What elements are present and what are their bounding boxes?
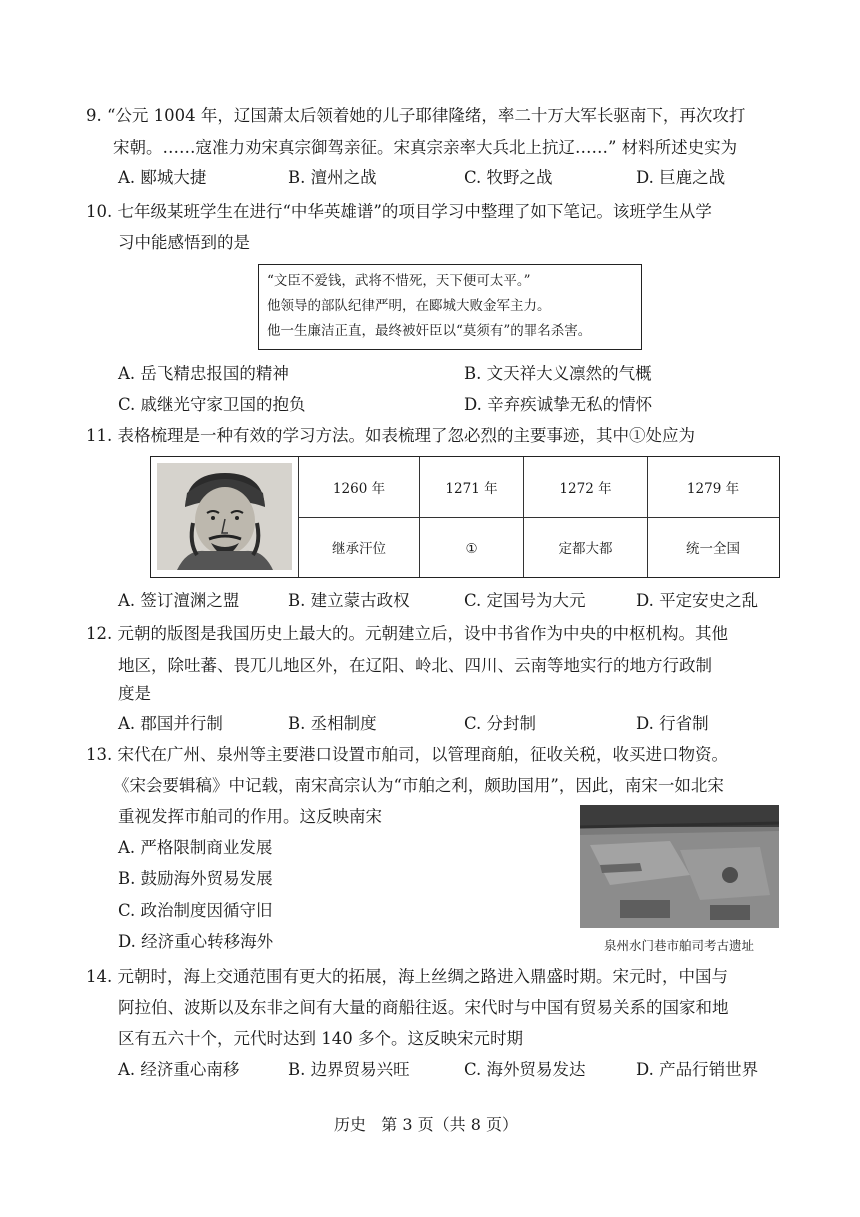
q10-option-b[interactable]: B. 文天祥大义凛然的气概 [464, 364, 652, 383]
page-footer: 历史 第 3 页（共 8 页） [334, 1115, 518, 1134]
q10-notes-box [258, 264, 642, 350]
q14-option-d[interactable]: D. 产品行销世界 [636, 1060, 759, 1079]
q13-option-c[interactable]: C. 政治制度因循守旧 [118, 901, 273, 920]
q11-stem-line1: 11. 表格梳理是一种有效的学习方法。如表梳理了忽必烈的主要事迹，其中①处应为 [86, 426, 695, 445]
q11-option-a[interactable]: A. 签订澶渊之盟 [118, 591, 240, 610]
q13-stem-line1: 13. 宋代在广州、泉州等主要港口设置市舶司，以管理商舶，征收关税，收买进口物资。 [86, 745, 728, 764]
q12-stem-line2: 地区，除吐蕃、畏兀儿地区外，在辽阳、岭北、四川、云南等地实行的地方行政制 [118, 656, 712, 675]
q11-kublai-table [150, 456, 780, 578]
q14-stem-line1: 14. 元朝时，海上交通范围有更大的拓展，海上丝绸之路进入鼎盛时期。宋元时，中国与 [86, 967, 728, 986]
q14-stem-line2: 阿拉伯、波斯以及东非之间有大量的商船往返。宋代时与中国有贸易关系的国家和地 [118, 998, 729, 1017]
q13-stem-line2: 《宋会要辑稿》中记载，南宋高宗认为“市舶之利，颇助国用”，因此，南宋一如北宋 [113, 776, 724, 795]
q12-stem-line1: 12. 元朝的版图是我国历史上最大的。元朝建立后，设中书省作为中央的中枢机构。其他 [86, 624, 728, 643]
q14-stem-line3: 区有五六十个，元代时达到 140 多个。这反映宋元时期 [118, 1029, 523, 1048]
q9-option-d[interactable]: D. 巨鹿之战 [636, 168, 726, 187]
q13-option-d[interactable]: D. 经济重心转移海外 [118, 932, 274, 951]
excavation-photo-icon [580, 805, 779, 928]
q12-option-c[interactable]: C. 分封制 [464, 714, 537, 733]
q12-stem-line3: 度是 [118, 684, 151, 703]
archaeological-site-photo [580, 805, 779, 928]
q13-option-b[interactable]: B. 鼓励海外贸易发展 [118, 869, 273, 888]
q10-notes-line: 他一生廉洁正直，最终被奸臣以“莫须有”的罪名杀害。 [267, 323, 592, 339]
kublai-khan-portrait [157, 463, 292, 570]
q12-option-a[interactable]: A. 郡国并行制 [118, 714, 223, 733]
q13-option-a[interactable]: A. 严格限制商业发展 [118, 838, 273, 857]
q10-option-a[interactable]: A. 岳飞精忠报国的精神 [118, 364, 289, 383]
q10-notes-line: “文臣不爱钱，武将不惜死，天下便可太平。” [267, 273, 531, 289]
q11-option-c[interactable]: C. 定国号为大元 [464, 591, 586, 610]
q11-event-1: 继承汗位 [332, 541, 386, 557]
q11-option-b[interactable]: B. 建立蒙古政权 [288, 591, 410, 610]
q11-year-2: 1271 年 [445, 481, 498, 497]
portrait-image-icon [157, 463, 292, 570]
q13-stem-line3: 重视发挥市舶司的作用。这反映南宋 [118, 807, 382, 826]
q11-year-3: 1272 年 [559, 481, 612, 497]
q9-option-a[interactable]: A. 郾城大捷 [118, 168, 207, 187]
q10-stem-line1: 10. 七年级某班学生在进行“中华英雄谱”的项目学习中整理了如下笔记。该班学生从学 [86, 202, 712, 221]
q10-notes-line: 他领导的部队纪律严明，在郾城大败金军主力。 [267, 298, 551, 314]
q12-option-b[interactable]: B. 丞相制度 [288, 714, 377, 733]
q11-event-3: 定都大都 [558, 541, 613, 557]
q14-option-b[interactable]: B. 边界贸易兴旺 [288, 1060, 410, 1079]
q11-option-d[interactable]: D. 平定安史之乱 [636, 591, 759, 610]
q9-stem-line1: 9. “公元 1004 年，辽国萧太后领着她的儿子耶律隆绪，率二十万大军长驱南下，再次攻打 [86, 106, 746, 125]
q10-option-c[interactable]: C. 戚继光守家卫国的抱负 [118, 395, 306, 414]
q11-year-1: 1260 年 [332, 481, 386, 497]
q11-event-4: 统一全国 [686, 541, 740, 557]
q14-option-c[interactable]: C. 海外贸易发达 [464, 1060, 586, 1079]
q9-stem-line2: 宋朝。……寇准力劝宋真宗御驾亲征。宋真宗亲率大兵北上抗辽……” 材料所述史实为 [113, 138, 738, 157]
q10-option-d[interactable]: D. 辛弃疾诚挚无私的情怀 [464, 395, 653, 414]
q11-event-2-blank: ① [465, 541, 478, 557]
q12-option-d[interactable]: D. 行省制 [636, 714, 709, 733]
q14-option-a[interactable]: A. 经济重心南移 [118, 1060, 240, 1079]
q10-stem-line2: 习中能感悟到的是 [118, 233, 250, 252]
q9-option-b[interactable]: B. 澶州之战 [288, 168, 377, 187]
q9-option-c[interactable]: C. 牧野之战 [464, 168, 553, 187]
q11-year-4: 1279 年 [686, 481, 740, 497]
photo-caption: 泉州水门巷市舶司考古遗址 [604, 938, 755, 953]
